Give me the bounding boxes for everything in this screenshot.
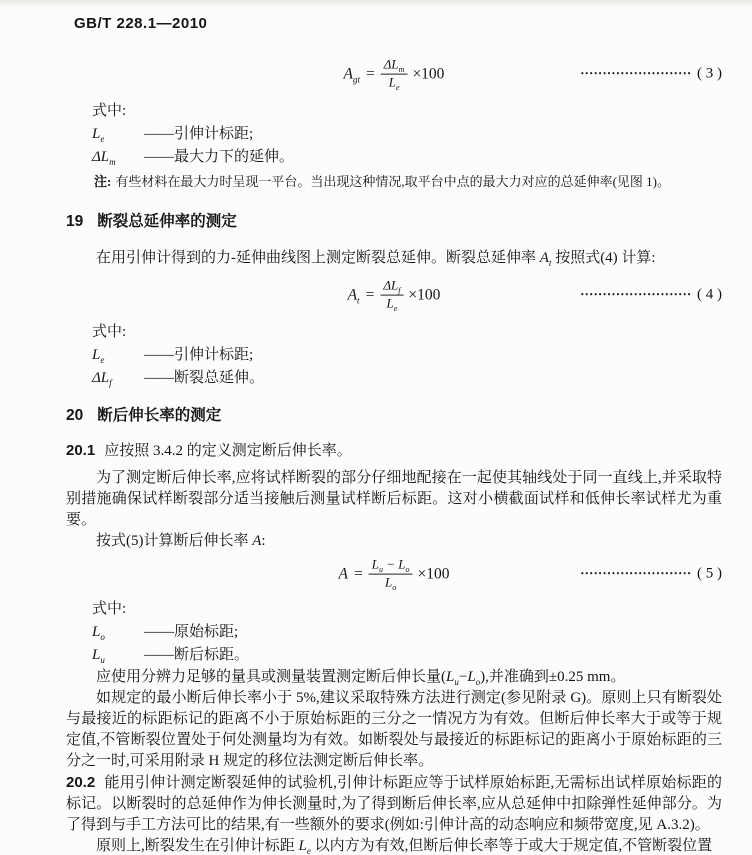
symbol: $L_e$ [92, 126, 105, 144]
fraction-numerator: $\Delta L_m$ [381, 57, 408, 75]
equation-5-math [339, 557, 450, 592]
clause-20-1 [66, 440, 722, 462]
equation-4-lhs: $A_t$ [347, 286, 360, 306]
paragraph-special-method: 如规定的最小断后伸长率小于 5%,建议采取特殊方法进行测定(参见附录 G)。原则上只有断裂处与最接近的标距标记的距离不小于原始标距的三分之一情况方为有效。但断后伸长率大于或等于规定值,不管断裂位置处于何处测量均为有效。如断裂处与最接近的标距标记的距离小于原始标距的三分之一时,可采用附录 H 规定的移位法测定断后伸长率。 [66, 690, 722, 769]
equation-4 [66, 273, 722, 317]
symbol-definition [92, 344, 722, 367]
symbol: $\Delta L_f$ [92, 370, 112, 388]
clause-number: 20.2 [66, 774, 96, 791]
equation-4-math [348, 278, 441, 313]
note [94, 172, 722, 192]
equation-number: ( 5 ) [697, 565, 722, 582]
equals-sign: = [366, 65, 375, 83]
symbol-description: ——引伸计标距; [144, 126, 254, 142]
section-number: 20 [66, 407, 84, 424]
symbol: $\Delta L_m$ [92, 149, 116, 167]
paragraph-section-19: 在用引伸计得到的力-延伸曲线图上测定断裂总延伸。断裂总延伸率 $A_t$ 按照式(4) 计算: [96, 250, 656, 268]
symbol-definition [92, 123, 722, 146]
symbol-definition [92, 367, 722, 390]
section-19-heading [66, 210, 722, 234]
symbol-definition [92, 621, 722, 644]
equals-sign: = [365, 286, 375, 304]
fraction [369, 557, 413, 592]
multiplier: ×100 [408, 286, 441, 304]
symbol-definition [92, 644, 722, 667]
paragraph-final-truncated: 原则上,断裂发生在引伸计标距 $L_e$ 以内方为有效,但断后伸长率等于或大于规定值,不管断裂位置 [96, 838, 713, 855]
clause-text: 能用引伸计测定断裂延伸的试验机,引伸计标距应等于试样原始标距,无需标出试样原始标距的标记。以断裂时的总延伸作为伸长测量时,为了得到断后伸长率,应从总延伸中扣除弹性延伸部分。为了得到与手工方法可比的结果,有一些额外的要求(例如:引伸计高的动态响应和频带宽度,见 A.3.2)。 [66, 775, 722, 833]
symbol: $L_o$ [92, 624, 105, 642]
equation-5 [66, 552, 722, 596]
clause-number: 20.1 [66, 442, 96, 459]
scan-edge [0, 0, 752, 7]
paragraph-measurement-accuracy: 应使用分辨力足够的量具或测量装置测定断后伸长量$(L_u-L_o)$,并准确到±0.25 mm。 [96, 669, 626, 687]
dot-leader: ••••••••••••••••••••••••• [580, 68, 692, 79]
symbol-description: ——断后标距。 [144, 647, 250, 663]
symbol-description: ——断裂总延伸。 [144, 370, 265, 386]
symbol-description: ——引伸计标距; [144, 347, 254, 363]
dot-leader: ••••••••••••••••••••••••• [580, 289, 692, 300]
symbol-description: ——原始标距; [144, 624, 239, 640]
equation-3-reference [581, 64, 722, 85]
symbol: $L_u$ [92, 647, 105, 665]
equation-number: ( 4 ) [697, 286, 722, 303]
symbol-definition [92, 146, 722, 169]
section-title: 断裂总延伸率的测定 [97, 213, 237, 230]
note-label: 注: [94, 174, 112, 189]
standard-number-header: GB/T 228.1—2010 [74, 15, 208, 32]
section-title: 断后伸长率的测定 [97, 407, 222, 424]
section-20-heading [66, 404, 722, 428]
equals-sign: = [353, 565, 363, 583]
equation-5-reference [581, 564, 722, 585]
dot-leader: ••••••••••••••••••••••••• [580, 568, 692, 579]
section-number: 19 [66, 213, 84, 230]
equation-4-reference [581, 285, 722, 306]
symbol: $L_e$ [92, 347, 105, 365]
equation-3 [66, 52, 722, 96]
paragraph-fit-together: 为了测定断后伸长率,应将试样断裂的部分仔细地配接在一起使其轴线处于同一直线上,并采取特别措施确保试样断裂部分适当接触后测量试样断后标距。这对小横截面试样和低伸长率试样尤为重要。 [66, 470, 722, 528]
fraction-numerator: $\Delta L_f$ [380, 278, 403, 296]
paragraph-calc-intro: 按式(5)计算断后伸长率 A: [96, 533, 266, 549]
symbol-description: ——最大力下的延伸。 [144, 149, 295, 165]
where-label: 式中: [92, 324, 127, 340]
fraction-denominator: $L_e$ [386, 295, 398, 314]
fraction-numerator: $L_u - L_o$ [369, 557, 413, 575]
equation-3-math [344, 57, 445, 92]
fraction-denominator: $L_e$ [388, 74, 400, 93]
clause-text: 应按照 3.4.2 的定义测定断后伸长率。 [104, 443, 352, 459]
equation-5-lhs: A [338, 565, 348, 583]
fraction [381, 57, 408, 92]
multiplier: ×100 [412, 65, 445, 83]
multiplier: ×100 [417, 565, 450, 583]
clause-20-2 [66, 772, 722, 836]
fraction [380, 278, 403, 313]
note-text: 有些材料在最大力时呈现一平台。当出现这种情况,取平台中点的最大力对应的总延伸率(见图 1)。 [115, 174, 671, 189]
equation-number: ( 3 ) [697, 65, 722, 82]
equation-3-lhs: $A_{gt}$ [343, 65, 361, 85]
where-label: 式中: [92, 103, 127, 119]
fraction-denominator: $L_o$ [384, 574, 397, 593]
where-label: 式中: [92, 601, 127, 617]
